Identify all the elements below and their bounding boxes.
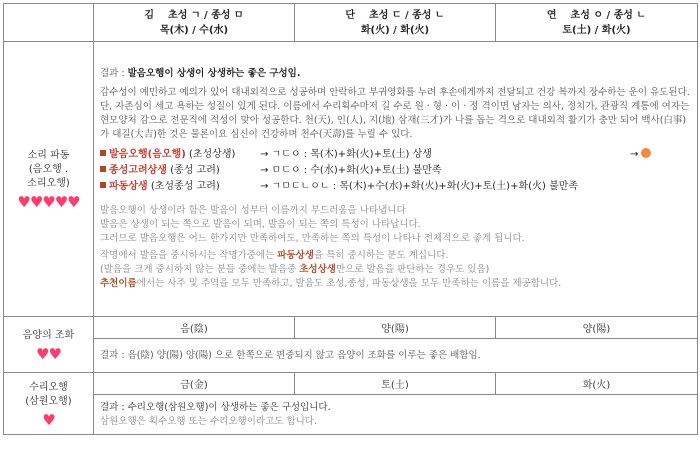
suri-cell-2: 토(土) xyxy=(295,373,496,395)
name-analysis-table xyxy=(3,3,698,435)
header-row xyxy=(4,4,698,42)
header-col-2: 단 초성 ㄷ / 종성 ㄴ 화(火) / 화(火) xyxy=(295,4,496,42)
yinyang-cell-1: 음(陰) xyxy=(94,317,295,339)
yinyang-result: 결과 : 음(陰) 양(陽) 양(陽) 으로 한쪽으로 편중되지 않고 음양이 조화를 이루는 좋은 배합임. xyxy=(94,339,698,373)
suri-cell-1: 금(金) xyxy=(94,373,295,395)
sound-row-wave: 파동상생 (초성종성 고려) → ㄱㅁㄷㄴㅇㄴ : 목(木)+수(水)+화(火)+화(火)+토(土)+화(火) 불만족 xyxy=(100,179,691,195)
suri-result: 결과 : 수리오행(삼원오행)이 상생하는 좋은 구성입니다. 삼원오행은 획수오행 또는 수리오행이라고도 합니다. xyxy=(94,395,698,435)
yinyang-label: 음양의 조화 ♥♥ xyxy=(4,317,94,373)
suri-result-row xyxy=(4,395,698,435)
sound-row-final: 종성고려상생 (종성 고려) → ㅁㄷㅇ : 수(水)+화(火)+토(土) 불만족 xyxy=(100,163,691,179)
sound-row-initial: 발음오행(음오행) (초성상생) → ㄱㄷㅇ : 목(木)+화(火)+토(土) 상생 → xyxy=(100,147,691,163)
header-blank xyxy=(4,4,94,42)
sound-paragraph: 감수성이 예민하고 예의가 있어 대내외적으로 성공하며 안락하고 부귀영화를 누려 후손에게까지 전달되고 건강 복까지 장수하는 운이 유도된다. 단, 자존심이 세고 욕하는 성질이 있게 된다. 이름에서 수리획수마저 길 수로 원 · 형 · 이 · 정 격이면 남자는 의사, 정치가, 관광직 계통에 여자는 현모양처 감으로 전문직에 적성이 맞아 성공한다. 천(天), 인(人), 지(地) 삼재(三才)가 나를 돕는 격으로 대내외적 활기가 충만 되어 백사(白事)가 대길(大吉)한 것은 물론이요 심신이 건강하며 천수(天壽)를 누릴 수 있다. xyxy=(100,87,690,140)
header-col-3: 연 초성 ㅇ / 종성 ㄴ 토(土) / 화(火) xyxy=(496,4,698,42)
sound-result: 발음오행이 상생이 상생하는 좋은 구성임. xyxy=(127,68,301,79)
sound-content: 결과 : 발음오행이 상생이 상생하는 좋은 구성임. 감수성이 예민하고 예의가 있어 대내외적으로 성공하며 안락하고 부귀영화를 누려 후손에게까지 전달되고 건강 복까지 장수하는 운이 유도된다. 단, 자존심이 세고 욕하는 성질이 있게 된다. 이름에서 수리획수마저 길 수로 원 · 형 · 이 · 정 격이면 남자는 의사, 정치가, 관광직 계통에 여자는 현모양처 감으로 전문직에 적성이 맞아 성공한다. 천(天), 인(人), 지(地) 삼재(三才)가 나를 돕는 격으로 대내외적 활기가 충만 되어 백사(白事)가 대길(大吉)한 것은 물론이요 심신이 건강하며 천수(天壽)를 누릴 수 있다. 발음오행(음오행) (초성상생) → ㄱㄷㅇ : 목(木)+화(火)+토(土) 상생 → 종성고려상생 (종성 고려) → ㅁㄷㅇ : 수(水)+화(火)+토(土) 불만족 파동상생 (초성종성 고려) → ㄱㅁㄷㄴㅇㄴ : 목(木)+수(水)+화(火)+화(火)+토(土)+화(火) 불만족 발음오행이 상생이라 함은 발음이 성부터 이름까지 부드러움을 나타냅니다 발음은 상생이 되는 쪽으로 발음이 되며, 발음이 되는 쪽의 특성이 나타납니다. 그러므로 발음오행은 어느 한가지만 만족하여도, 만족하는 쪽의 특성이 나타나 전체적으로 좋게 됩니다. 작명에서 발음을 중시하시는 작명가중에는 파동상생을 특히 중시하는 분도 계십니다. (발음을 크게 중시하지 않는 분들 중에는 발음중 초성상생만으로 발음을 판단하는 경우도 있음) 추천이름에서는 사주 및 주역을 모두 만족하고, 발음도 초성,종성, 파동상생을 모두 만족하는 이름을 제공합니다. xyxy=(94,42,698,317)
sound-hearts: ♥♥♥♥♥ xyxy=(17,193,80,211)
sound-row xyxy=(4,42,698,317)
yinyang-cell-3: 양(陽) xyxy=(496,317,698,339)
sound-label: 소리 파동 (음오행 . 소리오행) ♥♥♥♥♥ xyxy=(4,42,94,317)
suri-cell-3: 화(火) xyxy=(496,373,698,395)
header-col-1: 김 초성 ㄱ / 종성 ㅁ 목(木) / 수(水) xyxy=(94,4,295,42)
yinyang-cell-2: 양(陽) xyxy=(295,317,496,339)
suri-label: 수리오행 (삼원오행) ♥ xyxy=(4,373,94,435)
suri-hearts: ♥ xyxy=(42,410,55,429)
yinyang-cells-row xyxy=(4,317,698,339)
suri-cells-row xyxy=(4,373,698,395)
yinyang-result-row xyxy=(4,339,698,373)
yinyang-hearts: ♥♥ xyxy=(36,344,61,363)
result-indicator: → xyxy=(630,147,651,163)
orange-dot-icon xyxy=(641,148,651,158)
